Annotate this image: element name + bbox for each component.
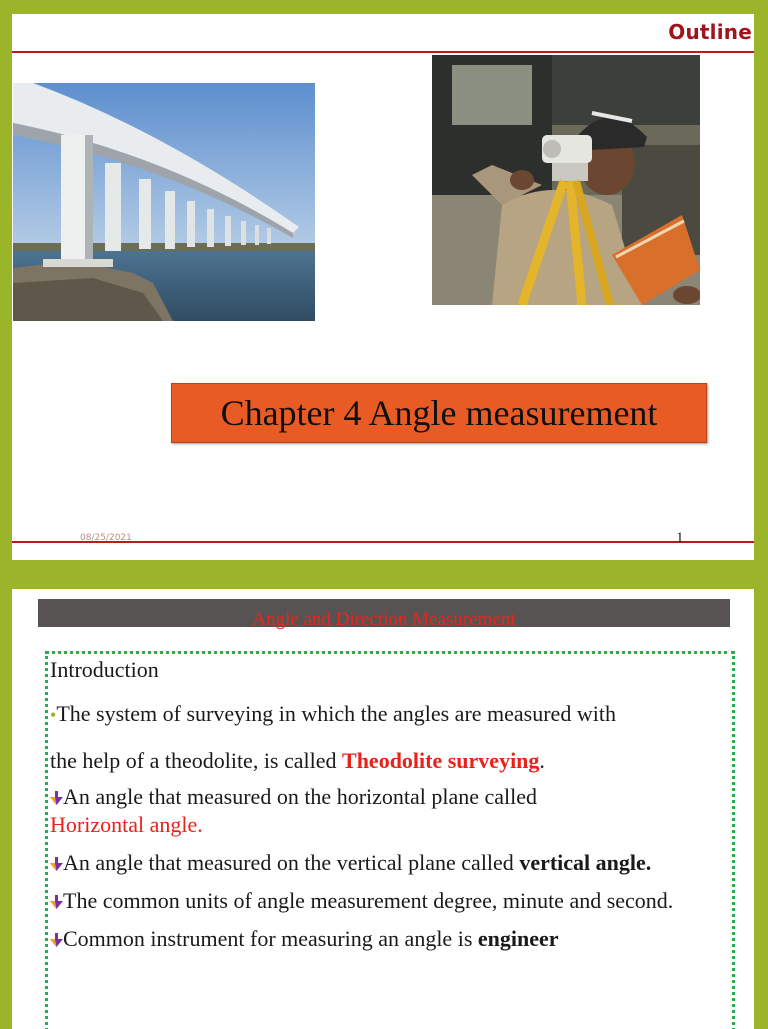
slide-header-title: Angle and Direction Measurement	[252, 609, 516, 630]
arrow-bullet-icon	[50, 895, 63, 909]
arrow-bullet-icon	[50, 791, 63, 805]
horizontal-angle-term: Horizontal angle.	[50, 812, 203, 837]
title-slide	[12, 14, 754, 560]
outline-label[interactable]: Outline	[668, 20, 752, 44]
content-box	[45, 651, 735, 1029]
bullet-4-text: Common instrument for measuring an angle is	[63, 926, 473, 951]
bullet-1	[50, 783, 730, 839]
bullet-dot-icon: •	[50, 705, 57, 725]
engineer-term: engineer	[477, 926, 559, 951]
paragraph-1-line1: The system of surveying in which the angles are measured with	[56, 701, 616, 726]
theodolite-surveying-term: Theodolite surveying	[342, 748, 540, 773]
chapter-title: Chapter 4 Angle measurement	[220, 393, 658, 433]
bullet-2-text: An angle that measured on the vertical plane called	[63, 850, 514, 875]
paragraph-1-line2: the help of a theodolite, is called	[50, 748, 337, 773]
vertical-angle-term: vertical angle.	[519, 850, 652, 875]
bullet-3-text: The common units of angle measurement degree, minute and second.	[63, 888, 674, 913]
arrow-bullet-icon	[50, 933, 63, 947]
paragraph-1-cont	[50, 747, 730, 775]
content-slide	[12, 589, 754, 1029]
bullet-1-text: An angle that measured on the horizontal plane called	[63, 784, 538, 809]
intro-heading: Introduction	[50, 657, 159, 682]
slide-header-bar	[38, 599, 730, 630]
bullet-2	[50, 849, 730, 877]
chapter-title-box	[171, 383, 707, 443]
paragraph-1-end: .	[539, 748, 545, 773]
content-body	[50, 656, 730, 953]
bullet-3	[50, 887, 730, 915]
paragraph-1	[50, 700, 730, 729]
bullet-4	[50, 925, 730, 953]
page-number: 1	[676, 530, 684, 546]
bridge-photo	[13, 83, 315, 321]
surveyor-photo	[432, 55, 700, 305]
arrow-bullet-icon	[50, 857, 63, 871]
top-rule	[12, 51, 754, 53]
footer-date: 08/25/2021	[80, 533, 132, 543]
